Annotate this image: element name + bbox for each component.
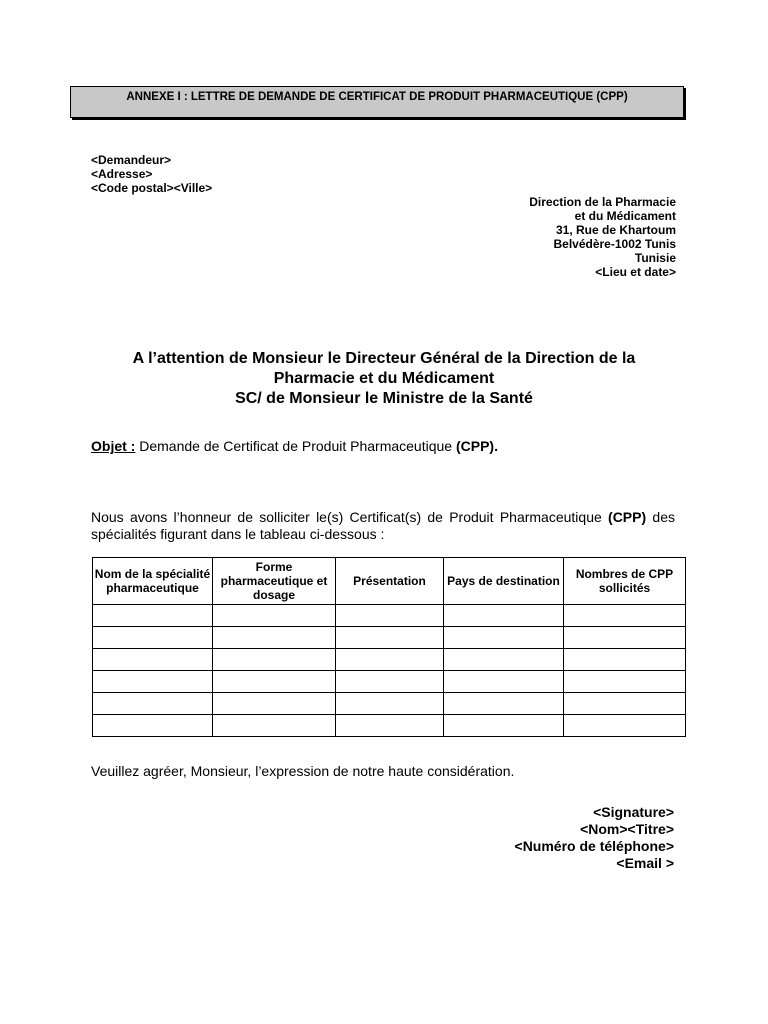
recipient-line-1: Direction de la Pharmacie [529, 195, 676, 209]
signature-block [515, 804, 674, 872]
header-nombre-cpp: Nombres de CPP sollicités [564, 558, 686, 605]
table-cell[interactable] [444, 671, 564, 693]
table-cell[interactable] [564, 671, 686, 693]
signature-placeholder: <Signature> [593, 804, 674, 820]
attention-line-2: Pharmacie et du Médicament [273, 370, 495, 387]
email-placeholder: <Email > [616, 855, 674, 871]
table-cell[interactable] [336, 605, 444, 627]
table-cell[interactable] [564, 627, 686, 649]
table-cell[interactable] [93, 715, 213, 737]
sender-block [91, 153, 212, 195]
sender-adresse: <Adresse> [91, 167, 153, 181]
intro-cpp: (CPP) [608, 509, 647, 525]
header-presentation: Présentation [336, 558, 444, 605]
recipient-block [529, 195, 676, 279]
table-cell[interactable] [336, 693, 444, 715]
table-cell[interactable] [564, 693, 686, 715]
table-cell[interactable] [336, 649, 444, 671]
objet-label: Objet : [91, 438, 136, 454]
closing-formula: Veuillez agréer, Monsieur, l’expression de notre haute considération. [91, 763, 515, 779]
table-cell[interactable] [213, 649, 336, 671]
table-cell[interactable] [444, 715, 564, 737]
annex-title-box [70, 86, 684, 118]
annex-title: ANNEXE I : LETTRE DE DEMANDE DE CERTIFICAT DE PRODUIT PHARMACEUTIQUE (CPP) [126, 91, 628, 103]
recipient-lieu-date: <Lieu et date> [595, 265, 676, 279]
recipient-line-4: Belvédère-1002 Tunis [553, 237, 676, 251]
table-cell[interactable] [93, 649, 213, 671]
table-row [93, 649, 686, 671]
table-row [93, 605, 686, 627]
recipient-line-5: Tunisie [634, 251, 676, 265]
attention-heading [70, 349, 698, 409]
attention-line-1: A l’attention de Monsieur le Directeur Général de la Direction de la [132, 350, 636, 367]
intro-text-2: des spécialités figurant dans le tableau ci-dessous : [91, 509, 675, 542]
table-cell[interactable] [564, 605, 686, 627]
telephone-placeholder: <Numéro de téléphone> [514, 838, 674, 854]
nom-titre-placeholder: <Nom><Titre> [580, 821, 674, 837]
table-cell[interactable] [213, 627, 336, 649]
table-cell[interactable] [444, 627, 564, 649]
sender-code-postal-ville: <Code postal><Ville> [91, 181, 213, 195]
table-cell[interactable] [444, 605, 564, 627]
sender-demandeur: <Demandeur> [91, 153, 172, 167]
recipient-line-3: 31, Rue de Khartoum [555, 223, 676, 237]
table-row [93, 671, 686, 693]
cpp-table [92, 557, 686, 737]
table-cell[interactable] [213, 715, 336, 737]
table-row [93, 627, 686, 649]
recipient-line-2: et du Médicament [574, 209, 676, 223]
header-forme-dosage: Forme pharmaceutique et dosage [213, 558, 336, 605]
header-nom-specialite: Nom de la spécialité pharmaceutique [93, 558, 213, 605]
table-cell[interactable] [93, 671, 213, 693]
objet-text: Demande de Certificat de Produit Pharmaceutique [135, 438, 456, 454]
table-cell[interactable] [213, 693, 336, 715]
table-cell[interactable] [444, 693, 564, 715]
header-pays-destination: Pays de destination [444, 558, 564, 605]
intro-text-1: Nous avons l’honneur de solliciter le(s) Certificat(s) de Produit Pharmaceutique [91, 509, 609, 525]
table-cell[interactable] [336, 627, 444, 649]
table-cell[interactable] [93, 605, 213, 627]
attention-line-3: SC/ de Monsieur le Ministre de la Santé [235, 390, 533, 407]
table-cell[interactable] [93, 693, 213, 715]
table-cell[interactable] [444, 649, 564, 671]
table-cell[interactable] [213, 671, 336, 693]
table-cell[interactable] [213, 605, 336, 627]
table-cell[interactable] [336, 715, 444, 737]
table-row [93, 715, 686, 737]
table-cell[interactable] [564, 715, 686, 737]
intro-paragraph [91, 509, 675, 543]
table-cell[interactable] [564, 649, 686, 671]
table-row [93, 693, 686, 715]
objet-line [91, 437, 498, 455]
table-cell[interactable] [93, 627, 213, 649]
table-cell[interactable] [336, 671, 444, 693]
table-header-row [93, 558, 686, 605]
objet-cpp: (CPP). [455, 438, 498, 454]
